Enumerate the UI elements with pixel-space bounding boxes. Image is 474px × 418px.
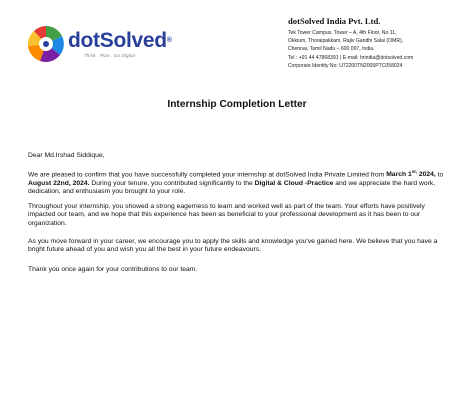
salutation: Dear Md.Irshad Siddique, [28, 152, 105, 159]
paragraph-thanks: Thank you once again for your contributions to our team. [28, 266, 198, 273]
company-header [288, 16, 468, 70]
address-line: Chennai, Tamil Nadu – 600 097, India. [288, 46, 375, 53]
logo-wordmark: dotSolved® [68, 29, 172, 52]
company-name: dotSolved India Pvt. Ltd. [288, 16, 381, 26]
paragraph-confirmation: We are pleased to confirm that you have successfully completed your internship at dotSolved India Private Limited from March $1^{st,}$ 2024, to August 22nd, 2024. During your tenure, you contributed significantly to the Digital & Cloud -Practice and we appreciate the hard work, dedication, and enthusiasm you brought to your role. [28, 169, 444, 195]
address-line: Okkium, Thoraipakkam, Rajiv Gandhi Salai (OMR), [288, 38, 404, 45]
practice-name: Digital & Cloud -Practice [254, 179, 334, 187]
contact-line: Tel : +91 44 47868391 | E-mail: hrindia@dotsolved.com [288, 54, 414, 61]
paragraph-future: As you move forward in your career, we encourage you to apply the skills and knowledge you've gained here. We believe that you have a bright future ahead of you and wish you all the best in your future endeavours. [28, 238, 438, 254]
paragraph-performance: Throughout your internship, you showed a strong eagerness to learn and worked well as part of the team. Your efforts have positively impacted our team, and we hope that this experience has been as beneficial to your professional development as it has been to our organization. [28, 203, 425, 227]
corporate-id-line: Corporate Identity No: U72200TN2005PTC058024 [288, 62, 403, 69]
end-date: August 22nd, 2024. [28, 179, 90, 187]
start-date: March $1^{st,}$ 2024, [386, 169, 436, 179]
company-logo [26, 22, 176, 64]
address-line: Tek Tower Campus, Tower – A, 4th Floor, No.11, [288, 30, 397, 36]
letter-title: Internship Completion Letter [167, 99, 307, 110]
logo-tagline: Think . Plan . Go Digital [84, 53, 136, 58]
dotsolved-logo-mark-icon [26, 24, 66, 64]
